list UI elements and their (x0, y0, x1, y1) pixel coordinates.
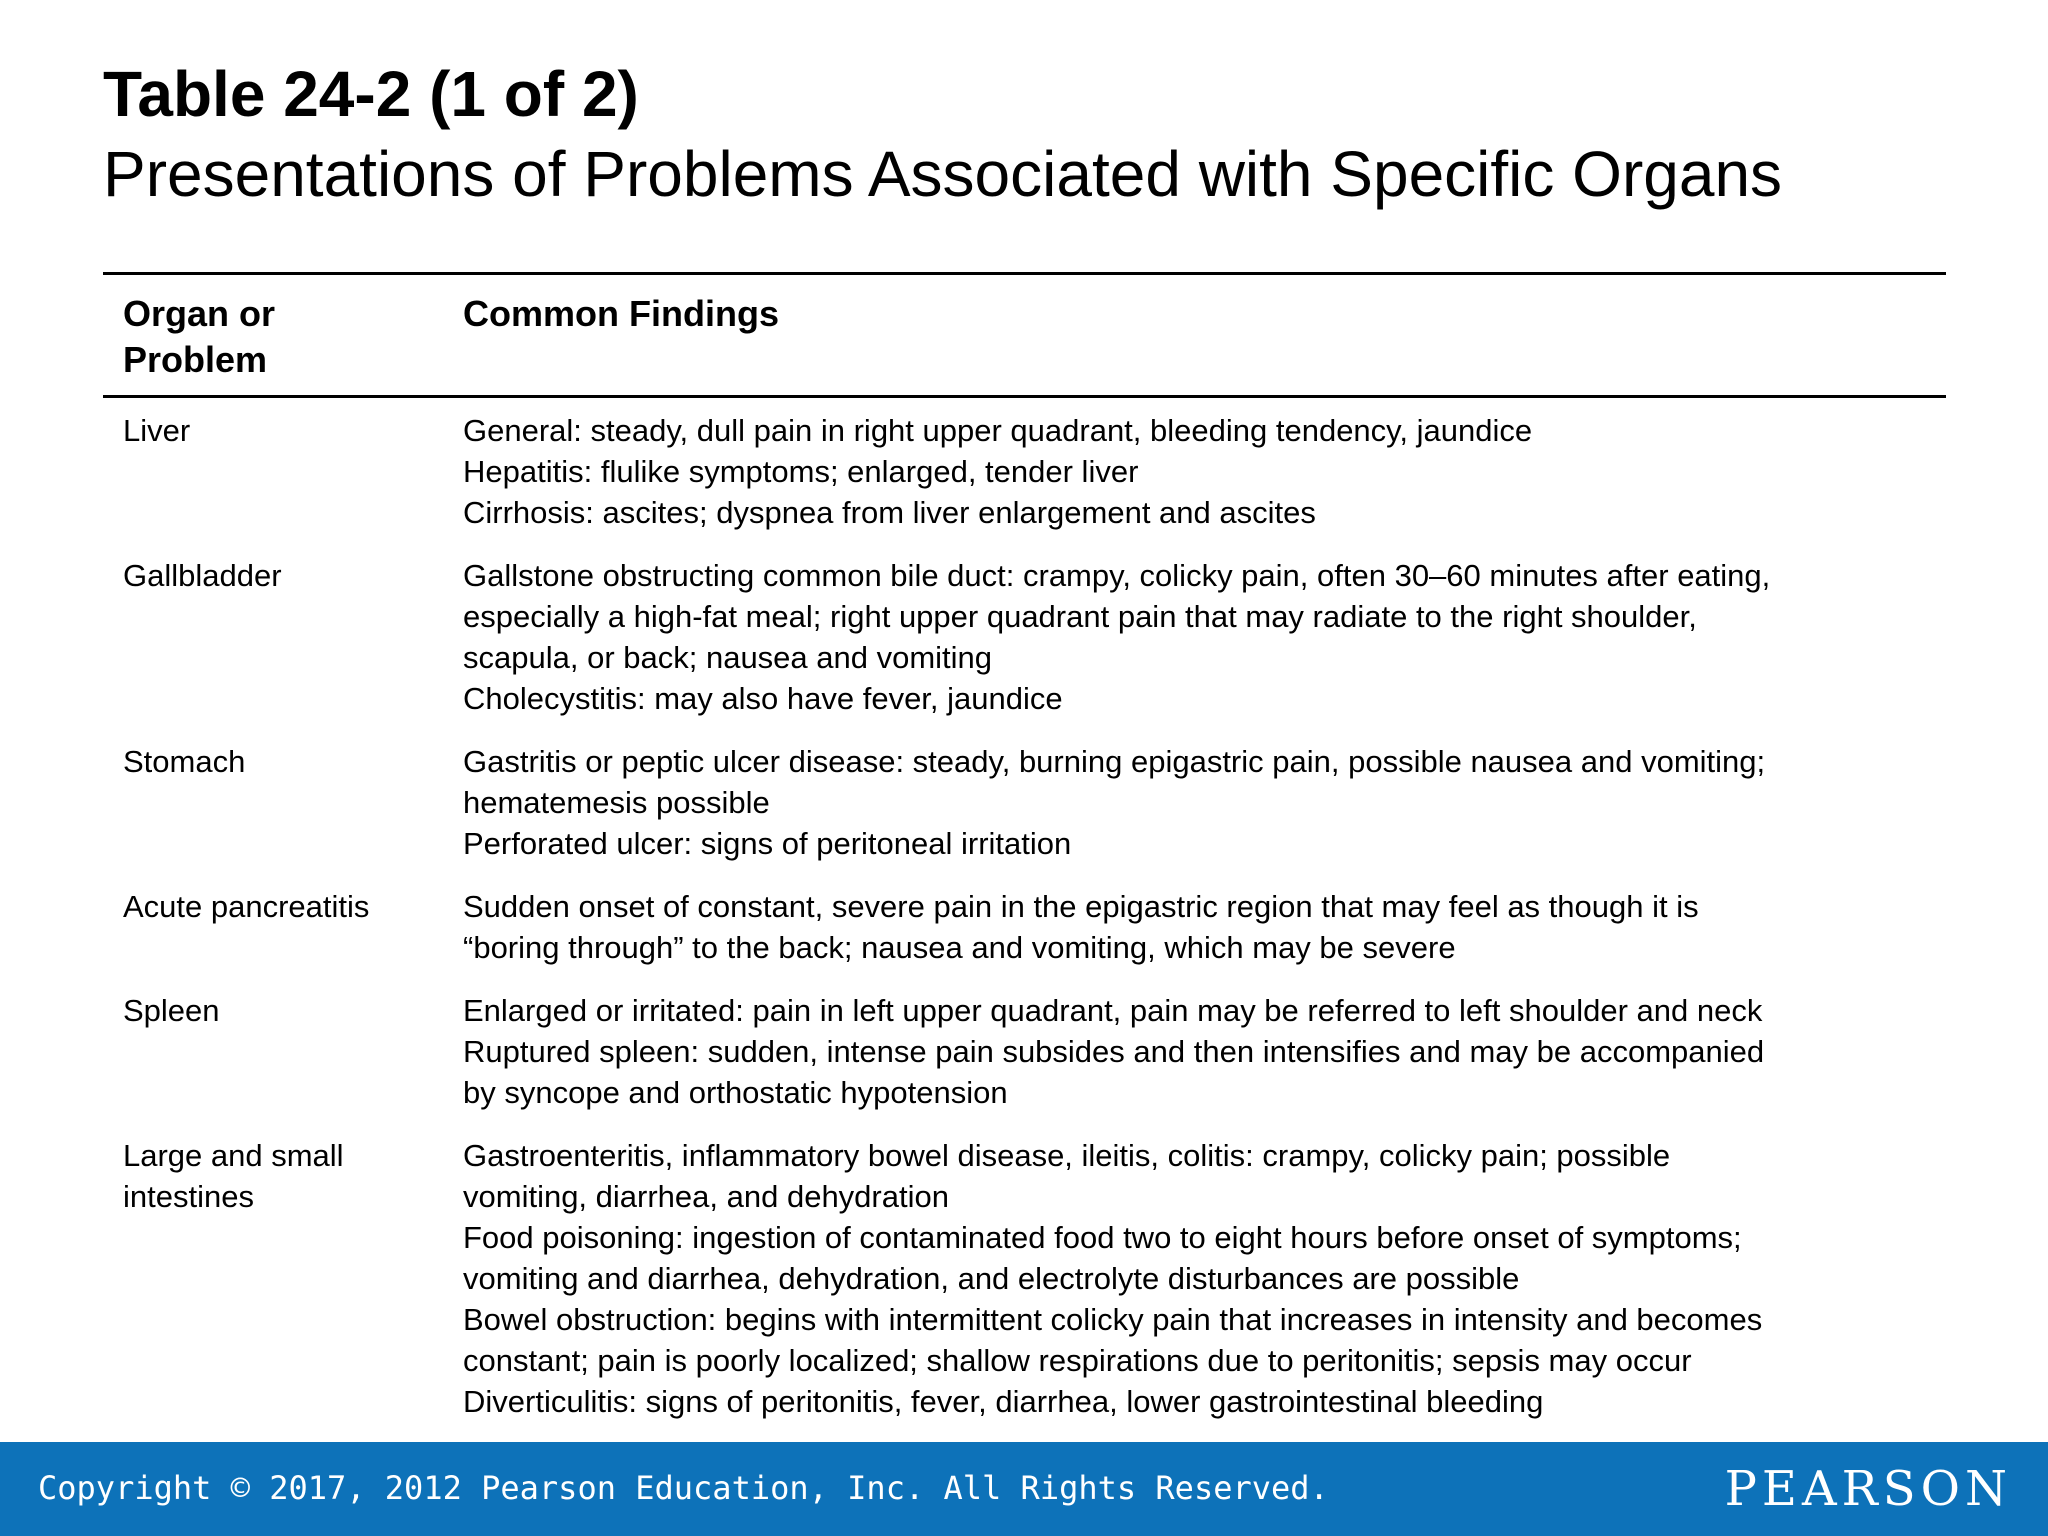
copyright-text: Copyright © 2017, 2012 Pearson Education, Inc. All Rights Reserved. (38, 1469, 1329, 1507)
finding-line: Bowel obstruction: begins with intermittent colicky pain that increases in intensity and becomes (463, 1302, 1763, 1337)
findings-cell (463, 741, 1946, 864)
finding-line: Hepatitis: flulike symptoms; enlarged, tender liver (463, 454, 1139, 489)
finding-line: constant; pain is poorly localized; shallow respirations due to peritonitis; sepsis may occur (463, 1343, 1692, 1378)
title-block (103, 52, 1983, 212)
slide-title: Table 24-2 (1 of 2) (103, 58, 639, 130)
header-findings: Common Findings (463, 293, 779, 334)
table-row (103, 990, 1946, 1135)
table-body (103, 398, 1946, 1446)
organ-cell (103, 741, 463, 864)
finding-line: Diverticulitis: signs of peritonitis, fever, diarrhea, lower gastrointestinal bleeding (463, 1384, 1544, 1419)
organ-cell (103, 990, 463, 1113)
finding-line: hematemesis possible (463, 785, 770, 820)
organ-cell (103, 1135, 463, 1422)
table-header-row (103, 275, 1946, 395)
organ-label: Large and small (123, 1138, 344, 1173)
findings-cell (463, 410, 1946, 533)
pearson-logo: PEARSON (1724, 1461, 2012, 1517)
header-organ-line-1: Organ or (123, 293, 276, 334)
finding-line: Gallstone obstructing common bile duct: crampy, colicky pain, often 30–60 minutes after eating, (463, 558, 1771, 593)
organ-label: intestines (123, 1179, 254, 1214)
organ-label: Liver (123, 413, 191, 448)
findings-table (103, 272, 1946, 1449)
findings-cell (463, 1135, 1946, 1422)
header-organ (103, 291, 463, 383)
organ-label: Acute pancreatitis (123, 889, 370, 924)
table-row (103, 410, 1946, 555)
table-row (103, 886, 1946, 990)
slide-subtitle: Presentations of Problems Associated with Specific Organs (103, 138, 1783, 210)
finding-line: Sudden onset of constant, severe pain in the epigastric region that may feel as though it is (463, 889, 1699, 924)
finding-line: vomiting and diarrhea, dehydration, and electrolyte disturbances are possible (463, 1261, 1520, 1296)
organ-label: Spleen (123, 993, 220, 1028)
finding-line: Food poisoning: ingestion of contaminated food two to eight hours before onset of symptoms; (463, 1220, 1742, 1255)
finding-line: Enlarged or irritated: pain in left upper quadrant, pain may be referred to left shoulder and neck (463, 993, 1763, 1028)
finding-line: Perforated ulcer: signs of peritoneal irritation (463, 826, 1072, 861)
finding-line: Cirrhosis: ascites; dyspnea from liver enlargement and ascites (463, 495, 1316, 530)
organ-cell (103, 886, 463, 968)
findings-cell (463, 990, 1946, 1113)
organ-cell (103, 555, 463, 719)
organ-cell (103, 410, 463, 533)
finding-line: General: steady, dull pain in right upper quadrant, bleeding tendency, jaundice (463, 413, 1533, 448)
table-row (103, 1135, 1946, 1444)
finding-line: Gastritis or peptic ulcer disease: steady, burning epigastric pain, possible nausea and vomiting; (463, 744, 1766, 779)
table-row (103, 741, 1946, 886)
header-organ-line-2: Problem (123, 339, 268, 380)
finding-line: Cholecystitis: may also have fever, jaundice (463, 681, 1063, 716)
finding-line: scapula, or back; nausea and vomiting (463, 640, 993, 675)
findings-cell (463, 555, 1946, 719)
organ-label: Gallbladder (123, 558, 282, 593)
finding-line: vomiting, diarrhea, and dehydration (463, 1179, 949, 1214)
finding-line: by syncope and orthostatic hypotension (463, 1075, 1008, 1110)
table-row (103, 555, 1946, 741)
footer-bar (0, 1442, 2048, 1536)
finding-line: especially a high-fat meal; right upper quadrant pain that may radiate to the right shoulder, (463, 599, 1697, 634)
findings-cell (463, 886, 1946, 968)
finding-line: Ruptured spleen: sudden, intense pain subsides and then intensifies and may be accompanied (463, 1034, 1765, 1069)
finding-line: Gastroenteritis, inflammatory bowel disease, ileitis, colitis: crampy, colicky pain; possible (463, 1138, 1671, 1173)
organ-label: Stomach (123, 744, 246, 779)
finding-line: “boring through” to the back; nausea and vomiting, which may be severe (463, 930, 1456, 965)
